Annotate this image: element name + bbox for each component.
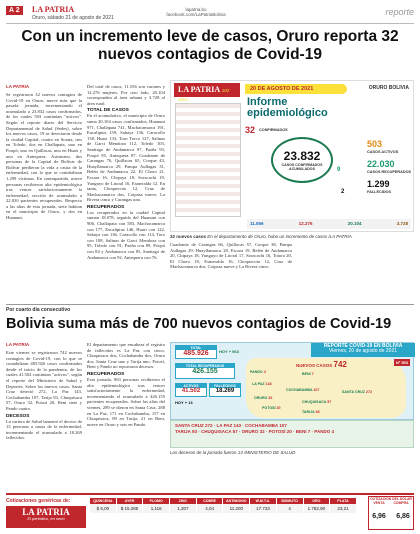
dept-oruro: ORURO 32	[254, 396, 273, 400]
dept-potosi: POTOSÍ 20	[262, 406, 281, 410]
byline-2: LA PATRIA	[6, 342, 30, 347]
report-header	[311, 343, 415, 357]
compra-label: COMPRA	[393, 501, 409, 505]
compra-value: 6,86	[396, 513, 410, 520]
demographics-strip	[247, 219, 411, 229]
municipality-table	[175, 103, 241, 217]
divider	[6, 304, 414, 305]
dollar-title: COTIZACIÓN DEL DÓLAR	[370, 497, 412, 501]
rural-count: 3.728	[396, 221, 408, 226]
subhead-deaths: DECESOS	[6, 413, 30, 419]
footer-tagline: El periódico, en serio	[27, 516, 65, 521]
report-title: REPORTE COVID-19 EN BOLIVIA	[323, 343, 403, 349]
total-cases-circle	[271, 137, 333, 183]
article1-column1	[6, 92, 82, 296]
page-number: A 2	[6, 6, 23, 15]
web-links	[166, 7, 226, 17]
section-label: reporte	[385, 7, 414, 17]
article1-column3	[170, 242, 292, 302]
recovered-today-2: HOY + 963	[219, 349, 239, 354]
photo-caption-1	[170, 234, 414, 239]
department-summary	[170, 420, 414, 448]
total-label: TOTAL	[176, 346, 216, 350]
total-cases-label: CASOS CONFIRMADOS ACUMULADOS	[281, 163, 323, 171]
confirmed-today: 32	[245, 125, 256, 135]
quote-cell: ORO 1.782,90	[304, 498, 330, 513]
date-banner: 20 DE AGOSTO DE 2021	[245, 84, 347, 94]
epidemiological-report-infographic	[170, 80, 414, 232]
quote-cell: COBRE 4,04	[197, 498, 223, 513]
subhead-recovered-2: RECUPERADOS	[87, 371, 125, 377]
quote-cell: PLATA 23,21	[330, 498, 356, 513]
brand-name: LA PATRIA	[178, 85, 220, 94]
new-cases-label	[296, 360, 347, 369]
total-value: 485.926	[183, 350, 209, 357]
issue-date: Oruro, sábado 21 de agosto de 2021	[32, 15, 114, 21]
caption-text: En el departamento de Oruro, hubo un incremento de casos	[207, 234, 329, 239]
new-cases-value: 742	[333, 360, 347, 369]
article1-body-3: En el acumulativo, el municipio de Oruro suma 20.104 casos confirmados; Huanuni 971, Challapata 741, Machacamarca 191, Eucaliptus 159, Sabaya 136, Caracollo 138, Huari 133, Toro Torco 127, Salinas de Garci Mendoza 112, Toledo 103, Santiago de Andamarca 97, Pazña 93, Poopó 95, Antequera 87. Cuadrante de Carangas 76, Quillacas 65, Corque 43, Huayllamarca 29, Pampa Aullagas 31, Belén de Andamarca 22, El Choro 21, Escara 16, Chipaya 18, Soracachi 19, Yunguyo de Litoral 16, Esmeralda 12.	[87, 113, 165, 186]
brand-logo	[174, 83, 240, 102]
masthead: LA PATRIA	[32, 5, 75, 14]
deceased-cases: 1.299	[367, 179, 390, 189]
total-cases: 23.832	[283, 149, 321, 163]
bulletin-number: Nº 553	[395, 360, 408, 365]
summary-line-2: TARIJA 93 · CHUQUISACA 57 · ORURO 32 · POTOSÍ 20 · BENI 7 · PANDO 4	[175, 428, 334, 434]
kicker: Por cuarto día consecutivo	[6, 307, 71, 313]
quote-cell: W.M.T.U. 17.733	[250, 498, 276, 513]
byline: LA PATRIA	[6, 84, 30, 89]
headline-bolivia: Bolivia suma más de 700 nuevos contagios de Covid-19	[6, 316, 392, 332]
dept-santa-cruz: SANTA CRUZ 272	[342, 390, 372, 394]
infographic-title	[247, 97, 328, 119]
recovered-label-2: TOTAL RECUPERADOS	[176, 364, 234, 368]
deceased-today-2: HOY + 13	[175, 400, 193, 405]
quote-cell: BISMUTO 4	[277, 498, 303, 513]
quote-cell: QUINCENA $ 6,00	[90, 498, 116, 513]
article2-body-2: La cartera de Salud lamentó el deceso de 13 personas a causa de la enfermedad, incrementando el acumulado a 18.269 fallecidos.	[6, 418, 82, 441]
active-value: 41.502	[181, 388, 201, 394]
deceased-box	[209, 383, 241, 397]
page-header	[6, 4, 414, 24]
caption2-text: Los decesos de la jornada fueron 13	[170, 450, 245, 455]
report-date: Viernes, 20 de agosto de 2021	[328, 348, 398, 355]
venta-value: 6,96	[372, 513, 386, 520]
article1-body-5: Los recuperados en la ciudad Capital suman 18.078, seguido del Huanuni con 906, Challapata con 583, Machacamarca con 177, Eucaliptus 146, Huari con 122, Sabaya con 136, Caracollo con 114, Toro con 108, Salinas de Garci Mendoza con 95, Toledo con 91, Pazña con 89, Poopó con 84 y Andamarca con 85, Santiago de Andamarca con 92, Antequera con 76.	[87, 209, 165, 260]
active-cases: 503	[367, 139, 383, 149]
article2-body-3: El departamento que encabeza el registro de fallecidos es La Paz con cinco, Chuquisaca dos, Cochabamba dos, Oruro dos, Santa Cruz uno y Tarija uno. Potosí, Beni y Pando no reportaron decesos.	[87, 342, 165, 370]
caption-source: /LA PATRIA	[328, 234, 352, 239]
article1-body-4: En tanto, Choquecota 12, Cruz de Machacamarca dos, Coipasa nueve, La Rivera cinco y Carangas uno.	[87, 180, 165, 203]
dept-tarija: TARIJA 93	[302, 410, 320, 414]
headline-oruro: Con un incremento leve de casos, Oruro reporta 32 nuevos contagios de Covid-19	[21, 28, 399, 63]
quotation-cells	[90, 498, 357, 513]
caption-bold: 32 nuevos casos	[170, 234, 207, 239]
subhead-total-cases: TOTAL DE CASOS	[87, 108, 129, 114]
dept-cochabamba: COCHABAMBA 107	[286, 388, 320, 392]
urban-count: 20.104	[347, 221, 362, 226]
bolivia-covid-report	[170, 342, 414, 420]
dept-la-paz: LA PAZ 143	[252, 382, 272, 386]
recovered-value: 426.155	[192, 368, 218, 375]
summary-line-1: SANTA CRUZ 272 · LA PAZ 143 · COCHABAMBA 107	[175, 423, 287, 428]
article1-column2	[87, 84, 165, 296]
footer-brand-name: LA PATRIA	[22, 507, 70, 517]
confirmed-today-label: CONFIRMADOS	[259, 128, 288, 132]
recovered-label: CASOS RECUPERADOS	[367, 170, 412, 174]
active-label-2: ACTIVOS	[176, 384, 206, 388]
title-line-2: epidemiológico	[247, 107, 328, 119]
bolivia-map	[246, 358, 406, 418]
deceased-label: FALLECIDOS	[367, 190, 392, 194]
dept-beni: BENI 7	[302, 372, 314, 376]
article2-column1	[6, 350, 82, 488]
active-label: CASOS ACTIVOS	[367, 150, 399, 154]
article2-body: Este viernes se registraron 742 nuevos contagios de Covid-19, con lo que se contabilizan 485.926 casos confirmados desde el inicio de la pandemia, de los cuales 41.502 continúan "activos", según el reporte del Ministerio de Salud y Deportes. Sobre los nuevos casos: Santa Cruz detectó 272, La Paz 143, Cochabamba 107, Tarija 93, Chuquisaca 57, Oruro 32, Potosí 20, Beni siete y Pando cuatro.	[6, 350, 82, 411]
dept-chuquisaca: CHUQUISACA 57	[302, 400, 332, 404]
dollar-rate-box	[368, 496, 414, 530]
recovered-today: 9	[337, 167, 341, 173]
article1-body-6: Cuadrante de Carangas 66, Quillacas 57, Corque 38, Pampa Aullagas 29, Huayllamarca 28, Escara 19, Belén de Andamarca 20, Chipaya 18, Yunguyo de Litoral 17, Soracachi 16, Totora 20, El Choro 18, Esmeralda 16, Choquecota 12, Cruz de Machacamarca dos, Coipasa nueve y La Rivera cinco.	[170, 242, 292, 270]
quotations-footer	[6, 493, 414, 529]
deceased-label-2: FALLECIDOS	[210, 384, 240, 388]
quote-cell: AYER $ 15.285	[117, 498, 143, 513]
total-box	[175, 345, 217, 359]
caption2-source: /MINISTERIO DE SALUD	[244, 450, 296, 455]
article2-column2	[87, 342, 165, 488]
quote-cell: ANTIMONIO 11.200	[223, 498, 249, 513]
facebook-link: facebook.com/LaPatriaBolivia	[166, 12, 226, 17]
article1-body: Se registraron 32 nuevos contagios de Covid-19 en Oruro, nueve más que la pasada jornada, incrementando el acumulado a 23.832 casos confirmados, de los cuales 503 continúan "activos". Según el reporte diario del Servicio Departamental de Salud (Sedes), sobre los nuevos casos, 19 se detectaron desde la ciudad Capital; cuatro en Sorata, tres en Toledo, dos en Challapata, uno en Poopó, uno en Quillacas, uno en Huari y uno en Antequera. Asimismo, dos personas de la Capital de Bolívar de Bolívar perdieron la vida a causa de la enfermedad, con lo que se contabilizan 1.299 víctimas. En contrapartida, nueve personas recibieron alta epidemiológica tras vencer satisfactoriamente la enfermedad, sección de acumulado a 22.030 pacientes recuperados. Respecto a las altas de esta jornada, siete habitan en el municipio de Oruro, y dos en Huanuni.	[6, 92, 82, 221]
brand-years: 102 años	[178, 88, 230, 102]
quote-cell: ZINC 1,307	[170, 498, 196, 513]
male-count: 11.556	[250, 221, 264, 226]
quote-cell: PLOMO 1,116	[143, 498, 169, 513]
female-count: 12.276	[298, 221, 313, 226]
recovered-cases: 22.030	[367, 159, 395, 169]
dept-pando: PANDO 4	[250, 370, 266, 374]
title-line-1: Informe	[247, 96, 288, 108]
photo-caption-2	[170, 450, 414, 455]
website: lapatria.bo	[185, 7, 207, 12]
subhead-recovered: RECUPERADOS	[87, 204, 125, 210]
recovered-box	[175, 363, 235, 379]
article2-body-4: Esta jornada, 963 personas recibieron el alta epidemiológica tras vencer satisfactoriamente la enfermedad, incrementando el acumulado a 426.155 pacientes recuperados. Sobre las altas del viernes, 289 se dieron en Santa Cruz, 288 en La Paz, 171 en Cochabamba, 157 en Chuquisaca, 89 en Tarija, 21 en Beni, nueve en Oruro y seis en Pando.	[87, 376, 165, 427]
quotations-title: Cotizaciones genéricas de:	[6, 498, 71, 504]
article1-body-2: Del total de casos, 11.556 son varones y 12.276 mujeres. Por otro lado, 20.104 corresponden al área urbana y 3.728 al área rural.	[87, 84, 165, 106]
deceased-value: 18.269	[215, 388, 235, 394]
deceased-today: 2	[341, 189, 345, 195]
region-label: ORURO BOLIVIA	[368, 85, 409, 91]
venta-label: VENTA	[373, 501, 385, 505]
active-box	[175, 383, 207, 397]
footer-brand	[6, 506, 86, 528]
new-cases-caption: NUEVOS CASOS	[296, 363, 333, 368]
